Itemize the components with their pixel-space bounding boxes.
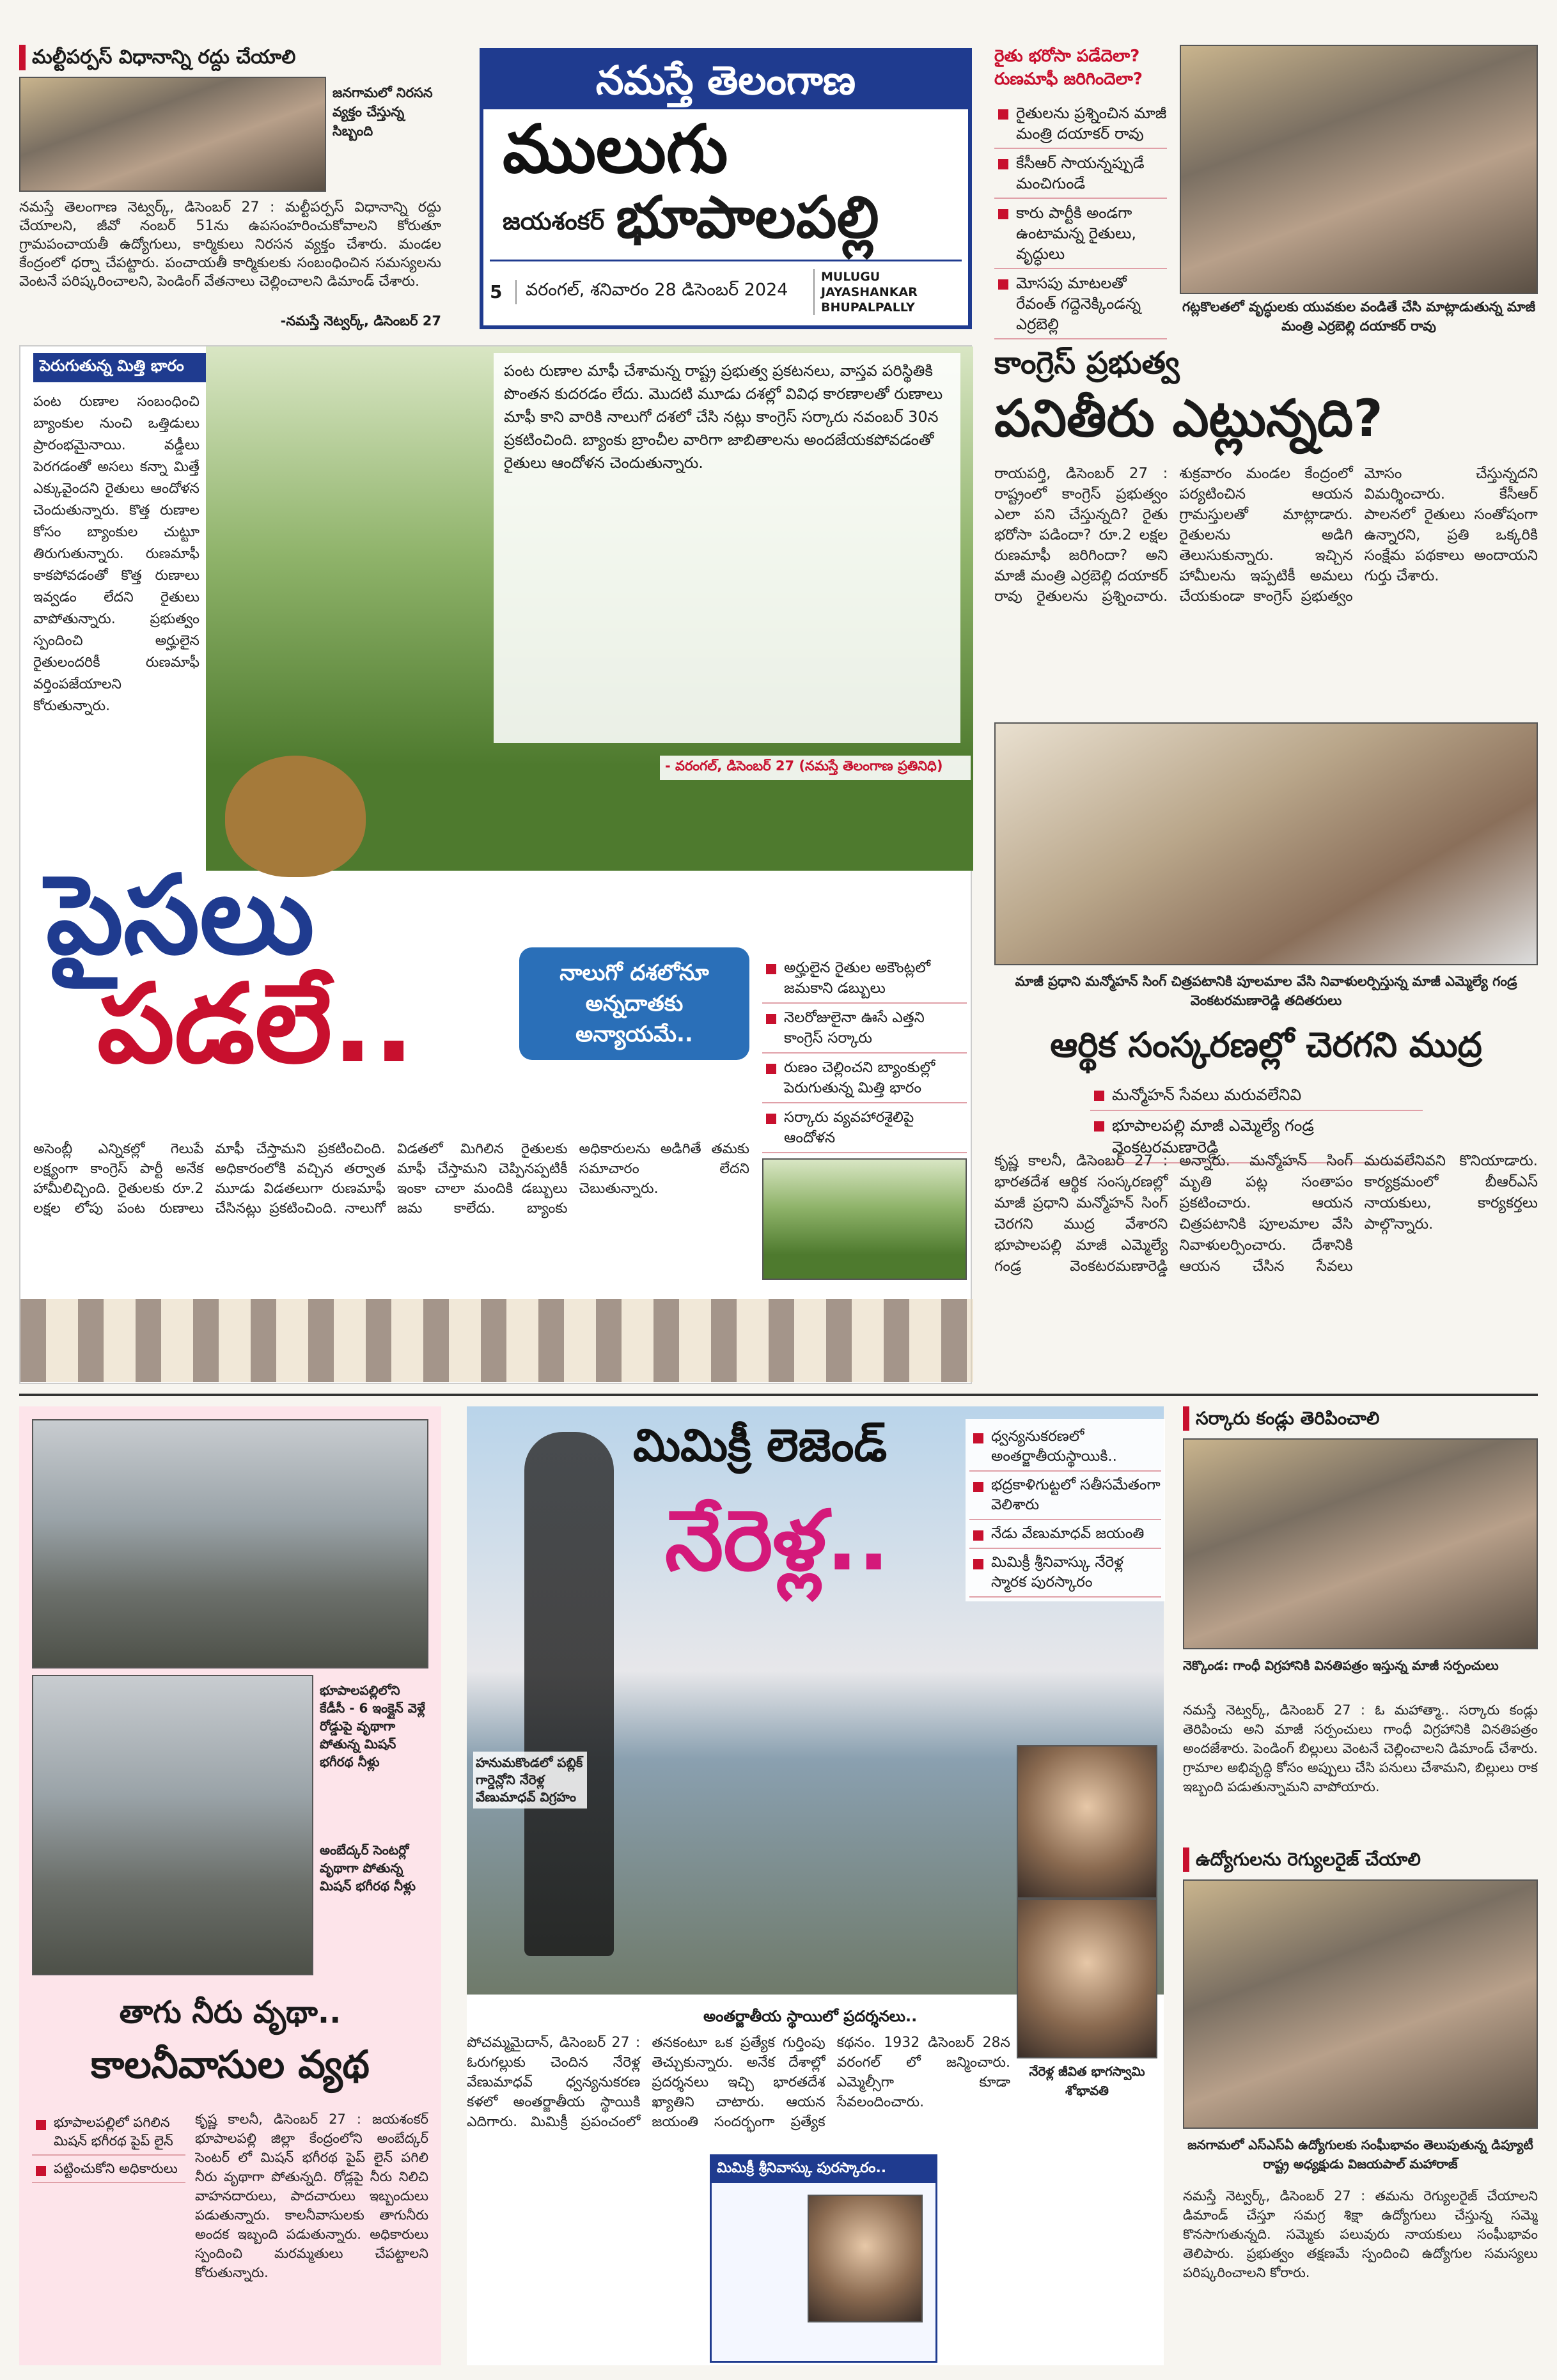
statue-silhouette <box>524 1432 614 1956</box>
water-story <box>19 1406 441 2365</box>
water-bullets <box>32 2110 185 2183</box>
water-headline-1: తాగు నీరు వృథా.. <box>119 1995 341 2030</box>
water-headline-2: కాలనీవాసుల వ్యథ <box>91 2042 370 2087</box>
water-photo-1 <box>32 1419 428 1668</box>
feature-bullet: సర్కారు వ్యవహారశైలిపై ఆందోళన <box>762 1103 967 1153</box>
top-right-bullet: రైతులను ప్రశ్నించిన మాజీ మంత్రి దయాకర్ రావు <box>994 99 1167 149</box>
feature-bullet: అర్హులైన రైతుల అకౌంట్లలో జమకాని డబ్బులు <box>762 954 967 1004</box>
water-photo-caption-2: అంబేద్కర్ సెంటర్లో వృథాగా పోతున్న మిషన్ భగీరథ నీళ్లు <box>320 1842 416 1894</box>
nerella-portrait <box>1017 1745 1157 1899</box>
masthead <box>480 48 972 329</box>
sarkar-title: సర్కారు కండ్లు తెరిపించాలి <box>1183 1406 1538 1431</box>
regularize-photo-caption: జనగామలో ఎస్ఎస్ఏ ఉద్యోగులకు సంఘీభావం తెలుపుతున్న డిప్యూటీ రాష్ట్ర అధ్యక్షుడు విజయపాల్ మహారాజ్ <box>1187 2137 1533 2172</box>
reform-bullet: భూపాలపల్లి మాజీ ఎమ్మెల్యే గండ్ర వెంకటరమణారెడ్డి <box>1090 1111 1423 1163</box>
top-right-photo-caption: గట్లకొలతలో వృద్ధులకు యువకుల వండితే చేసి మాట్లాడుతున్న మాజీ మంత్రి ఎర్రబెల్లి దయాకర్ రావు <box>1182 299 1536 334</box>
water-bullet: భూపాలపల్లిలో పగిలిన మిషన్ భగీరథ పైప్ లైన్ <box>32 2110 185 2156</box>
masthead-dateline-row <box>490 260 962 322</box>
masthead-district1: ములుగు <box>503 110 728 188</box>
regularize-title: ఉద్యోగులను రెగ్యులరైజ్ చేయాలి <box>1183 1847 1538 1872</box>
top-right-story <box>994 45 1538 716</box>
feature-bullet: రుణం చెల్లించని బ్యాంకుల్లో పెరుగుతున్న మిత్తి భారం <box>762 1054 967 1103</box>
feature-bottom-body: అసెంబ్లీ ఎన్నికల్లో గెలుపే లక్ష్యంగా కాంగ్రెస్ పార్టీ అనేక హామీలిచ్చింది. రైతులకు రూ.2 లక్షల లోపు పంట రుణాలు మాఫీ చేస్తామని ప్రకటించింది. అధికారంలోకి వచ్చిన తర్వాత మూడు విడతలుగా రుణమాఫీ చేసినట్లు ప్రకటించింది. నాలుగో విడతలో మిగిలిన రైతులకు మాఫీ చేస్తామని చెప్పినప్పటికీ ఇంకా చాలా మందికి డబ్బులు జమ కాలేదు. బ్యాంకు అధికారులను అడిగితే తమకు సమాచారం లేదని చెబుతున్నారు. <box>33 1141 749 1217</box>
big-title-1: పైసలు <box>46 852 315 979</box>
srinivas-photo <box>808 2195 923 2322</box>
section-divider <box>19 1394 1538 1396</box>
feature-field-photo <box>762 1158 967 1280</box>
feature-credit: - వరంగల్, డిసెంబర్ 27 (నమస్తే తెలంగాణ ప్రతినిధి) <box>660 756 971 780</box>
mimicry-story <box>467 1406 1164 2365</box>
feature-kicker: పెరుగుతున్న మిత్తి భారం <box>33 353 238 382</box>
top-right-headline-small: కాంగ్రెస్ ప్రభుత్వ <box>994 345 1180 381</box>
feature-panel <box>19 345 972 1384</box>
mimicry-portrait-caption: నేరెళ్ల జీవిత భాగస్వామి శోభావతి <box>1029 2064 1145 2098</box>
top-right-body: రాయపర్తి, డిసెంబర్ 27 : రాష్ట్రంలో కాంగ్రెస్ ప్రభుత్వం ఎలా పని చేస్తున్నది? రైతు భరోసా పడిందా? రూ.2 లక్షల రుణమాఫీ జరిగిందా? అని మాజీ మంత్రి ఎర్రబెల్లి దయాకర్ రావు రైతులను ప్రశ్నించారు. శుక్రవారం మండల కేంద్రంలో పర్యటించిన ఆయన గ్రామస్తులతో మాట్లాడారు. రైతులను అడిగి తెలుసుకున్నారు. ఇచ్చిన హామీలను ఇప్పటికీ అమలు చేయకుండా కాంగ్రెస్ ప్రభుత్వం మోసం చేస్తున్నదని విమర్శించారు. కేసీఆర్ పాలనలో రైతులు సంతోషంగా ఉన్నారని, ప్రతి ఒక్కరికి సంక్షేమ పథకాలు అందాయని గుర్తు చేశారు. <box>994 465 1538 605</box>
mimicry-statue-caption: హనుమకొండలో పబ్లిక్ గార్డెన్లోని నేరెళ్ల వేణుమాధవ్ విగ్రహం <box>473 1752 587 1808</box>
masthead-district2-prefix: జయశంకర్ <box>503 207 605 235</box>
top-right-bullets <box>994 99 1167 339</box>
masthead-district2: భూపాలపల్లి <box>616 183 879 251</box>
mimicry-headline-2: నేరెళ్ల.. <box>665 1492 889 1589</box>
top-right-photo <box>1180 45 1538 294</box>
top-right-headline-big: పనితీరు ఎట్లున్నది? <box>994 389 1383 448</box>
masthead-dateline: వరంగల్, శనివారం 28 డిసెంబర్ 2024 <box>515 280 813 304</box>
top-right-bullet: కారు పార్టీకి అండగా ఉంటామన్న రైతులు, వృద్ధులు <box>994 199 1167 269</box>
reform-story <box>994 722 1538 1381</box>
mimicry-section-label: అంతర్జాతీయ స్థాయిలో ప్రదర్శనలు.. <box>703 2007 918 2025</box>
top-left-photo-caption: జనగామలో నిరసన వ్యక్తం చేస్తున్న సిబ్బంది <box>333 85 433 139</box>
mimicry-box <box>710 2154 937 2363</box>
masthead-brand: నమస్తే తెలంగాణ <box>483 52 968 109</box>
reform-photo-caption: మాజీ ప్రధాని మన్మోహన్ సింగ్ చిత్రపటానికి పూలమాల వేసి నివాళులర్పిస్తున్న మాజీ ఎమ్మెల్యే గండ్ర వెంకటరమణారెడ్డి తదితరులు <box>1015 974 1517 1008</box>
mimicry-bullet: ధ్వన్యనుకరణలో అంతర్జాతీయస్థాయికి.. <box>969 1423 1161 1472</box>
mimicry-bullets <box>966 1419 1165 1601</box>
feature-bullet: నెలరోజులైనా ఊసే ఎత్తని కాంగ్రెస్ సర్కారు <box>762 1004 967 1054</box>
masthead-page-no: 5 <box>490 281 503 302</box>
shobhavathi-portrait <box>1017 1899 1157 2058</box>
regularize-body: నమస్తే నెట్వర్క్, డిసెంబర్ 27 : తమను రెగ్యులరైజ్ చేయాలని డిమాండ్ చేస్తూ సమగ్ర శిక్షా ఉద్యోగులు చేస్తున్న సమ్మె కొనసాగుతున్నది. సమ్మెకు పలువురు నాయకులు సంఘీభావం తెలిపారు. ప్రభుత్వం తక్షణమే స్పందించి ఉద్యోగుల సమస్యలు పరిష్కరించాలని కోరారు. <box>1183 2188 1538 2280</box>
feature-lead: పంట రుణాల మాఫీ చేశామన్న రాష్ట్ర ప్రభుత్వ ప్రకటనలు, వాస్తవ పరిస్థితికి పొంతన కుదరడం లేదు. మొదటి మూడు దశల్లో వివిధ కారణాలతో రుణాలు మాఫీ కాని వారికి నాలుగో దశలో చేసి నట్లు కాంగ్రెస్ సర్కారు నవంబర్ 30న ప్రకటించింది. బ్యాంకు బ్రాంచీల వారిగా జాబితాలను అందజేయకపోవడంతో రైతులు ఆందోళన చెందుతున్నారు. <box>494 353 960 743</box>
top-left-body: నమస్తే తెలంగాణ నెట్వర్క్, డిసెంబర్ 27 : మల్టీపర్పస్ విధానాన్ని రద్దు చేయాలని, జీవో నంబర్ 51ను ఉపసంహరించుకోవాలని కోరుతూ గ్రామపంచాయతీ ఉద్యోగులు, కార్మికులు నిరసన వ్యక్తం చేశారు. మండల కేంద్రంలో ధర్నా చేపట్టారు. పంచాయతీ కార్మికులకు సంబంధించిన సమస్యలను వెంటనే పరిష్కరించాలని, పెండింగ్ వేతనాలు చెల్లించాలని డిమాండ్ చేశారు. <box>19 199 441 290</box>
sarkar-photo <box>1183 1438 1538 1649</box>
masthead-district2-row <box>483 183 968 260</box>
regularize-story <box>1183 1847 1538 2365</box>
water-body: కృష్ణ కాలనీ, డిసెంబర్ 27 : జయశంకర్ భూపాలపల్లి జిల్లా కేంద్రంలోని అంబేద్కర్ సెంటర్ లో మిషన్ భగీరథ పైప్ లైన్ పగిలి నీరు వృథాగా పోతున్నది. రోడ్లపై నీరు నిలిచి వాహనదారులు, పాదచారులు ఇబ్బందులు పడుతున్నారు. కాలనీవాసులకు తాగునీరు అందక ఇబ్బంది పడుతున్నారు. అధికారులు స్పందించి మరమ్మతులు చేపట్టాలని కోరుతున్నారు. <box>195 2112 428 2280</box>
water-photo-2 <box>32 1675 313 1975</box>
top-left-photo <box>19 77 326 192</box>
sarkar-story <box>1183 1406 1538 1841</box>
water-photo-caption-1: భూపాలపల్లిలోని కేడీసీ - 6 ఇంక్లైన్ వెళ్లే రోడ్డుపై వృథాగా పోతున్న మిషన్ భగీరథ నీళ్లు <box>320 1683 425 1769</box>
reform-bullet: మన్మోహన్ సేవలు మరువలేనివి <box>1090 1080 1423 1111</box>
masthead-edition: MULUGU JAYASHANKAR BHUPALPALLY <box>813 269 962 315</box>
sarkar-photo-caption: నెక్కొండ: గాంధీ విగ్రహానికి వినతిపత్రం ఇస్తున్న మాజీ సర్పంచులు <box>1183 1658 1499 1673</box>
big-title-2: పడలే.. <box>97 961 415 1087</box>
top-left-story <box>19 45 441 339</box>
mimicry-bullet: మిమిక్రీ శ్రీనివాస్కు నేరెళ్ల స్మారక పురస్కారం <box>969 1549 1161 1598</box>
bullock-border <box>20 1299 973 1382</box>
mimicry-headline-1: మిమిక్రీ లెజెండ్ <box>633 1419 888 1472</box>
top-left-credit: -నమస్తే నెట్వర్క్, డిసెంబర్ 27 <box>280 313 441 329</box>
reform-photo <box>994 722 1538 965</box>
mimicry-body: పోచమ్మమైదాన్, డిసెంబర్ 27 : ఓరుగల్లుకు చెందిన నేరెళ్ల వేణుమాధవ్ ధ్వన్యనుకరణ కళలో అంతర్జాతీయ స్థాయికి ఎదిగారు. మిమిక్రీ ప్రపంచంలో తనకంటూ ఒక ప్రత్యేక గుర్తింపు తెచ్చుకున్నారు. అనేక దేశాల్లో ప్రదర్శనలు ఇచ్చి భారతదేశ ఖ్యాతిని చాటారు. ఆయన జయంతి సందర్భంగా ప్రత్యేక కథనం. 1932 డిసెంబర్ 28న వరంగల్ లో జన్మించారు. ఎమ్మెల్సీగా కూడా సేవలందించారు. <box>467 2035 1010 2130</box>
mimicry-bullet: నేడు వేణుమాధవ్ జయంతి <box>969 1520 1161 1549</box>
feature-callout: నాలుగో దశలోనూ అన్నదాతకు అన్యాయమే.. <box>519 947 749 1060</box>
top-right-kicker: రైతు భరోసా పడేదెలా? రుణమాఫీ జరిగిందెలా? <box>994 47 1143 89</box>
regularize-photo <box>1183 1879 1538 2129</box>
water-bullet: పట్టించుకోని అధికారులు <box>32 2156 185 2183</box>
sarkar-body: నమస్తే నెట్వర్క్, డిసెంబర్ 27 : ఓ మహాత్మా.. సర్కారు కండ్లు తెరిపించు అని మాజీ సర్పంచులు గాంధీ విగ్రహానికి వినతిపత్రం అందజేశారు. పెండింగ్ బిల్లులు వెంటనే చెల్లించాలని డిమాండ్ చేశారు. గ్రామాల అభివృద్ధి కోసం అప్పులు చేసి పనులు చేశామని, బిల్లులు రాక ఇబ్బంది పడుతున్నామని వాపోయారు. <box>1183 1702 1538 1794</box>
top-right-bullet: కేసీఆర్ సాయన్నప్పుడే మంచిగుండే <box>994 149 1167 199</box>
top-right-bullet: మోసపు మాటలతో రేవంత్ గద్దెనెక్కిండన్న ఎర్రబెల్లి <box>994 269 1167 339</box>
mimicry-box-title: మిమిక్రీ శ్రీనివాస్కు పురస్కారం.. <box>712 2156 935 2183</box>
top-left-title: మల్టీపర్పస్ విధానాన్ని రద్దు చేయాలి <box>19 45 441 70</box>
reform-body: కృష్ణ కాలనీ, డిసెంబర్ 27 : భారతదేశ ఆర్థిక సంస్కరణల్లో మాజీ ప్రధాని మన్మోహన్ సింగ్ చెరగని ముద్ర వేశారని భూపాలపల్లి మాజీ ఎమ్మెల్యే గండ్ర వెంకటరమణారెడ్డి అన్నారు. మన్మోహన్ సింగ్ మృతి పట్ల సంతాపం ప్రకటించారు. ఆయన చిత్రపటానికి పూలమాల వేసి నివాళులర్పించారు. దేశానికి ఆయన చేసిన సేవలు మరువలేనివని కొనియాడారు. కార్యక్రమంలో బీఆర్ఎస్ నాయకులు, కార్యకర్తలు పాల్గొన్నారు. <box>994 1153 1538 1275</box>
reform-headline: ఆర్థిక సంస్కరణల్లో చెరగని ముద్ర <box>1050 1025 1482 1065</box>
mimicry-bullet: భద్రకాళిగుట్టలో సతీసమేతంగా వెలిశారు <box>969 1472 1161 1520</box>
feature-left-body: పంట రుణాల సంబంధించి బ్యాంకుల నుంచి ఒత్తిడులు ప్రారంభమైనాయి. వడ్డీలు పెరగడంతో అసలు కన్నా మిత్తే ఎక్కువైందని రైతులు ఆందోళన చెందుతున్నారు. కొత్త రుణాల కోసం బ్యాంకుల చుట్టూ తిరుగుతున్నారు. రుణమాఫీ కాకపోవడంతో కొత్త రుణాలు ఇవ్వడం లేదని రైతులు వాపోతున్నారు. ప్రభుత్వం స్పందించి అర్హులైన రైతులందరికీ రుణమాఫీ వర్తింపజేయాలని కోరుతున్నారు. <box>33 394 200 714</box>
